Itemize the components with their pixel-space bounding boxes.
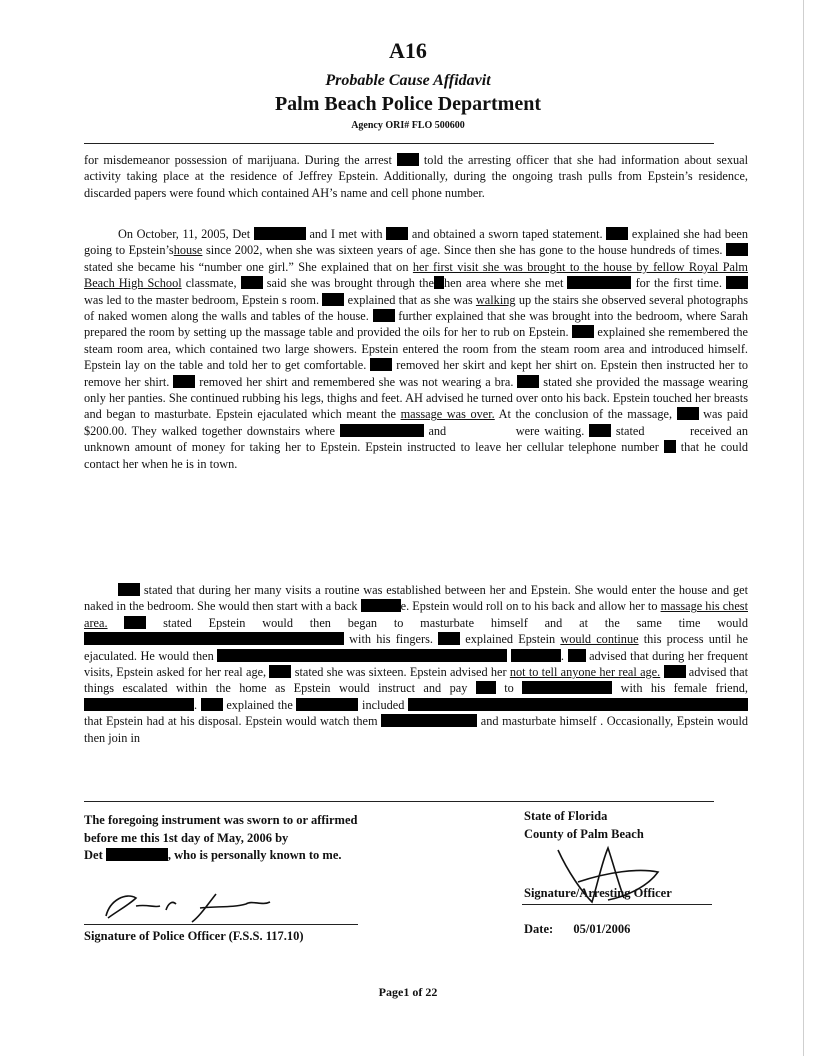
p3-text: advised that during her frequent visits, Epstein asked for her real age,	[84, 648, 749, 680]
paragraph-2	[84, 226, 748, 472]
redaction	[517, 375, 539, 388]
p2-text: that he could contact her when he is in town.	[84, 440, 749, 471]
p2-underline: her first visit she was brought to the house by fellow Royal Palm	[412, 259, 748, 274]
p2-text: removed her shirt and remembered she was not wearing a bra.	[199, 374, 514, 389]
p2-text: At the conclusion of the massage,	[498, 407, 673, 422]
p2-text: stated she provided the massage wearing only her panties. She continued rubbing his legs, thighs and feet. AH advised he turned over onto his back. Epstein touched her breasts and began to masturbate. Epstein ejaculated which meant the	[84, 374, 748, 422]
p2-text: was paid $200.00. They walked together downstairs where	[84, 407, 748, 438]
p3-text: stated that during her many visits a routine was established between her and Epstein. She would enter the house and get naked in the bedroom. She would then start with a back	[84, 583, 749, 614]
redaction	[322, 293, 344, 306]
p2-text: hen area where she met	[444, 276, 564, 291]
redaction	[296, 698, 358, 711]
redaction	[397, 153, 419, 166]
p2-underline: massage was over.	[400, 407, 495, 422]
redaction	[124, 616, 146, 629]
redaction	[511, 649, 561, 662]
redaction	[201, 698, 223, 711]
department-title: Palm Beach Police Department	[274, 93, 542, 115]
redaction	[381, 714, 477, 727]
p1-text: for misdemeanor possession of marijuana. During the arrest	[84, 153, 392, 167]
redaction	[118, 583, 140, 596]
date-value: 05/01/2006	[573, 922, 631, 936]
p3-text: with his fingers.	[349, 632, 433, 647]
officer-signature-line	[522, 904, 712, 905]
p3-text: explained the	[226, 697, 293, 712]
p3-underline: not to tell anyone her real age.	[509, 665, 661, 680]
jurisdiction	[524, 808, 644, 843]
p2-text: removed her skirt and kept her shirt on. Epstein then instructed her to remove her shirt.	[84, 358, 749, 389]
p2-text: received an unknown amount of money for taking her to Epstein. Epstein instructed to leave her cellular telephone number	[84, 423, 748, 455]
redaction	[408, 698, 748, 711]
p2-text: and I met with	[309, 227, 383, 241]
p2-underline: house	[173, 243, 203, 258]
paragraph-3	[84, 582, 748, 746]
p2-text: stated she became his “number one girl.” She explained that on	[84, 259, 409, 274]
p2-text: and obtained a sworn taped statement.	[411, 227, 603, 241]
det-suffix: , who is personally known to me.	[167, 848, 342, 862]
p2-text: explained she had been going to Epstein’s	[84, 227, 749, 258]
redaction	[106, 848, 168, 861]
redaction	[269, 665, 291, 678]
redaction	[568, 649, 586, 662]
redaction	[340, 424, 424, 437]
p2-text: and	[428, 423, 447, 438]
p2-text: classmate,	[185, 276, 237, 291]
sworn-line-2: before me this 1st day of May, 2006 by	[84, 830, 289, 845]
p3-text: included	[362, 697, 405, 712]
redaction	[572, 325, 594, 338]
redaction	[84, 632, 344, 645]
p3-text: this process until he ejaculated. He would then	[84, 632, 749, 663]
redaction	[217, 649, 507, 662]
p3-text: e. Epstein would roll on to his back and allow her to	[400, 599, 658, 614]
p2-text: stated	[615, 423, 645, 438]
redaction	[664, 665, 686, 678]
signature-line	[84, 924, 358, 925]
redaction	[373, 309, 395, 322]
redaction	[589, 424, 611, 437]
redaction	[664, 440, 676, 453]
p2-underline: walking	[475, 292, 516, 307]
redaction	[434, 276, 444, 289]
p2-text: was led to the master bedroom, Epstein s room.	[84, 292, 320, 307]
sworn-line-1: The foregoing instrument was sworn to or affirmed	[84, 813, 358, 827]
p3-text: stated Epstein would then began to masturbate himself and at the same time would	[163, 615, 748, 630]
p3-underline: massage his chest area.	[84, 599, 748, 630]
paragraph-1	[84, 152, 748, 201]
document-subtitle: Probable Cause Affidavit	[325, 72, 491, 89]
sworn-line-3	[84, 847, 357, 865]
p3-underline: would continue	[560, 632, 639, 647]
date-label: Date:	[524, 922, 554, 936]
p2-text: On October, 11, 2005, Det	[118, 227, 251, 241]
p3-text: with his female friend,	[620, 681, 748, 696]
agency-id: Agency ORI# FLO 500600	[351, 120, 465, 131]
page-number: Page1 of 22	[378, 985, 438, 999]
det-label: Det	[84, 848, 103, 862]
p3-text: advised that things escalated within the home as Epstein would instruct and pay	[84, 665, 749, 696]
signature-caption: Signature of Police Officer (F.S.S. 117.10)	[84, 929, 304, 943]
p2-text: said she was brought through the	[266, 276, 434, 291]
exhibit-code: A16	[389, 38, 427, 63]
redaction	[241, 276, 263, 289]
p3-text: explained Epstein	[465, 632, 556, 647]
redaction	[173, 375, 195, 388]
signature-divider	[84, 801, 714, 802]
p3-text: that Epstein had at his disposal. Epstein would watch them	[84, 714, 378, 729]
p1-text: told the arresting officer that she had information about sexual activity taking place at the residence of Jeffrey Epstein. Additionally, during the ongoing trash pulls from Epstein’s residence, discarded papers were found which contained AH’s name and cell phone number.	[84, 153, 749, 200]
redaction	[370, 358, 392, 371]
p3-text: .	[560, 648, 564, 663]
county-label: County of Palm Beach	[524, 826, 644, 841]
redaction	[567, 276, 631, 289]
redaction	[438, 632, 460, 645]
p3-text: and masturbate himself . Occasionally, Epstein would then join in	[84, 714, 749, 745]
redaction	[726, 276, 748, 289]
p2-text: were waiting.	[515, 423, 585, 438]
p2-text: up the stairs she observed several photographs of naked women along the walls and tables of the house.	[84, 292, 749, 324]
p2-text: further explained that she was brought into the bedroom, where Sarah prepared the room by setting up the massage table and provided the oils for her to rub on Epstein.	[84, 309, 748, 340]
p3-text: stated she was sixteen. Epstein advised her	[294, 665, 507, 680]
redaction	[361, 599, 401, 612]
scan-edge	[803, 0, 804, 1056]
redaction	[726, 243, 748, 256]
officer-title: Signature/Arresting Officer	[524, 886, 672, 900]
p2-text: for the first time.	[635, 276, 722, 291]
p3-text: to	[504, 681, 514, 696]
officer-signature	[96, 886, 296, 926]
redaction	[522, 681, 612, 694]
sworn-statement	[84, 812, 357, 865]
p3-text: .	[194, 697, 198, 712]
redaction	[254, 227, 306, 240]
redaction	[476, 681, 496, 694]
header-divider	[84, 143, 714, 144]
redaction	[606, 227, 628, 240]
p2-underline: Beach High School	[84, 276, 182, 291]
state-label: State of Florida	[524, 809, 608, 823]
redaction	[386, 227, 408, 240]
date-row	[524, 922, 630, 937]
p2-text: explained that as she was	[347, 292, 473, 307]
p2-text: since 2002, when she was sixteen years of age. Since then she has gone to the house hundreds of times.	[205, 243, 723, 258]
redaction	[84, 698, 194, 711]
redaction	[677, 407, 699, 420]
p2-text: explained she remembered the steam room area, which contained two large showers. Epstein entered the room from the steam room area and introduced himself. Epstein lay on the table and told her to get comfortable.	[84, 325, 749, 373]
